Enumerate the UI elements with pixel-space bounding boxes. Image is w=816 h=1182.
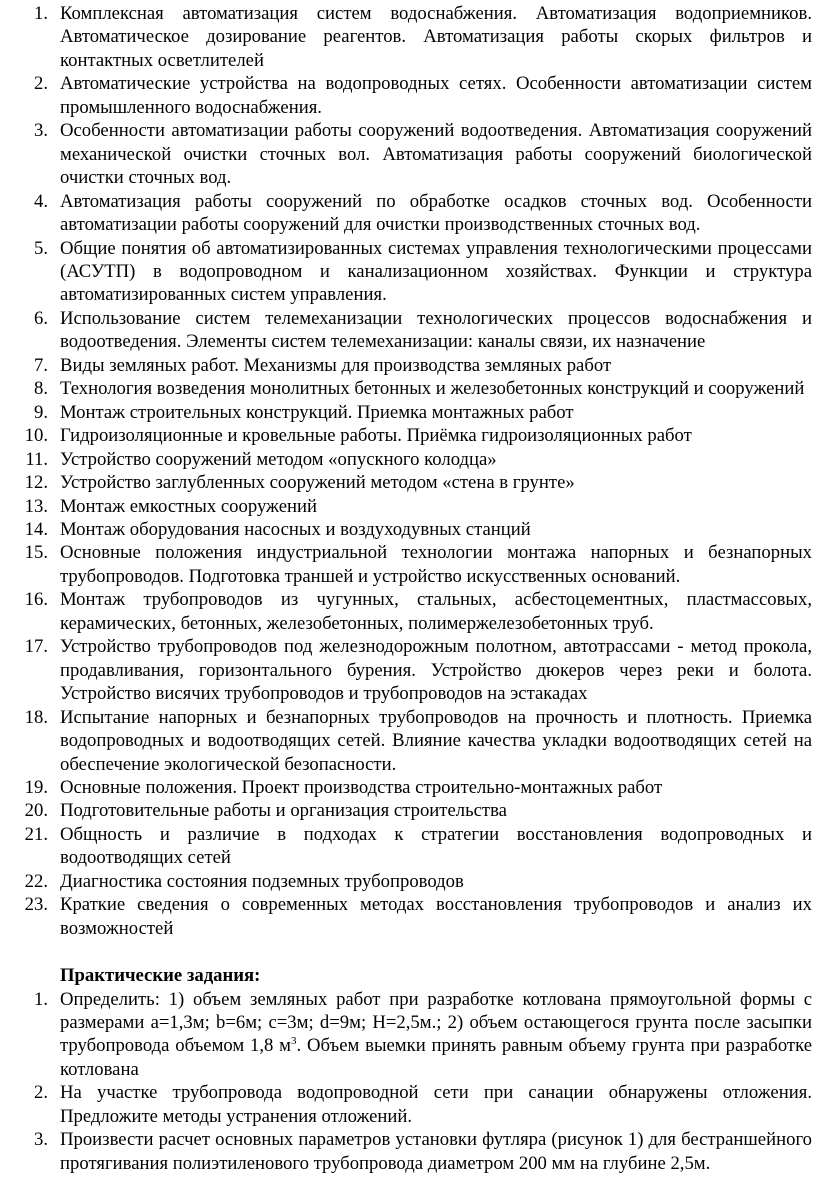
question-text: Особенности автоматизации работы сооружений водоотведения. Автоматизация сооружений механической очистки сточных вол. Автоматизация работы сооружений биологической очистки сточных вод.: [60, 120, 812, 189]
list-number: 20.: [24, 800, 48, 822]
list-number: 12.: [24, 472, 48, 494]
question-text: Устройство трубопроводов под железнодорожным полотном, автотрассами - метод прокола, продавливания, горизонтального бурения. Устройство дюкеров через реки и болота. Устройство висячих трубопроводов и трубопроводов на эстакадах: [60, 636, 812, 705]
question-item: [0, 401, 816, 424]
list-number: 11.: [25, 448, 48, 470]
list-number: 22.: [24, 870, 48, 892]
list-number: 14.: [24, 518, 48, 540]
question-text: Испытание напорных и безнапорных трубопроводов на прочность и плотность. Приемка водопроводных и водоотводящих сетей. Влияние качества укладки водоотводящих сетей на обеспечение экологической безопасности.: [60, 706, 812, 775]
list-number: 10.: [24, 425, 48, 447]
question-item: [0, 823, 816, 870]
question-item: [0, 799, 816, 822]
question-text: Основные положения. Проект производства строительно-монтажных работ: [60, 776, 663, 798]
task-text-cont: . Объем выемки принять равным объему грунта при разработке котлована: [60, 1035, 812, 1080]
practical-task: [0, 1081, 816, 1128]
task-text: Произвести расчет основных параметров установки футляра (рисунок 1) для бестраншейного протягивания полиэтиленового трубопровода диаметром 200 мм на глубине 2,5м.: [60, 1129, 812, 1174]
question-text: Устройство заглубленных сооружений методом «стена в грунте»: [60, 472, 575, 494]
question-text: Диагностика состояния подземных трубопроводов: [60, 870, 464, 892]
list-number: 9.: [33, 401, 48, 423]
question-item: [0, 119, 816, 189]
exam-questions-list: [0, 2, 816, 940]
question-item: [0, 237, 816, 307]
list-number: 3.: [33, 1129, 48, 1151]
list-number: 8.: [33, 378, 48, 400]
question-text: Гидроизоляционные и кровельные работы. Приёмка гидроизоляционных работ: [60, 425, 692, 447]
practical-task: [0, 1128, 816, 1175]
list-number: 18.: [24, 706, 48, 728]
practical-task: [0, 988, 816, 1082]
practical-tasks-list: [0, 988, 816, 1176]
question-text: Основные положения индустриальной технологии монтажа напорных и безнапорных трубопроводов. Подготовка траншей и устройство искусственных оснований.: [60, 542, 812, 587]
question-text: Автоматизация работы сооружений по обработке осадков сточных вод. Особенности автоматизации работы сооружений для очистки производственных сточных вод.: [60, 190, 812, 236]
list-number: 4.: [33, 190, 48, 212]
question-item: [0, 307, 816, 354]
list-number: 7.: [33, 354, 48, 376]
question-item: [0, 706, 816, 776]
question-item: [0, 588, 816, 635]
question-text: Общие понятия об автоматизированных системах управления технологическими процессами (АСУТП) в водопроводном и канализационном хозяйствах. Функции и структура автоматизированных систем управления.: [60, 237, 812, 306]
list-number: 6.: [33, 307, 48, 329]
question-item: [0, 448, 816, 471]
question-item: [0, 2, 816, 72]
question-text: Подготовительные работы и организация строительства: [60, 800, 507, 822]
question-item: [0, 635, 816, 705]
question-text: Монтаж трубопроводов из чугунных, стальных, асбестоцементных, пластмассовых, керамических, бетонных, железобетонных, полимержелезобетонных труб.: [60, 589, 812, 634]
question-item: [0, 471, 816, 494]
practical-tasks-heading: Практические задания:: [60, 965, 261, 987]
question-text: Виды земляных работ. Механизмы для производства земляных работ: [60, 354, 612, 376]
question-item: [0, 776, 816, 799]
list-number: 17.: [24, 636, 48, 658]
list-number: 3.: [33, 120, 48, 142]
question-item: [0, 72, 816, 119]
question-text: Общность и различие в подходах к стратегии восстановления водопроводных и водоотводящих сетей: [60, 823, 812, 869]
question-text: Комплексная автоматизация систем водоснабжения. Автоматизация водоприемников. Автоматическое дозирование реагентов. Автоматизация работы скорых фильтров и контактных осветлителей: [60, 3, 812, 71]
question-text: Краткие сведения о современных методах восстановления трубопроводов и анализ их возможностей: [60, 894, 812, 939]
list-number: 21.: [24, 823, 48, 845]
list-number: 2.: [33, 1082, 48, 1104]
question-text: Устройство сооружений методом «опускного колодца»: [60, 448, 497, 470]
question-item: [0, 893, 816, 940]
list-number: 23.: [24, 894, 48, 916]
question-text: Использование систем телемеханизации технологических процессов водоснабжения и водоотведения. Элементы систем телемеханизации: каналы связи, их назначение: [60, 307, 812, 353]
question-item: [0, 518, 816, 541]
question-text: Монтаж емкостных сооружений: [60, 495, 317, 517]
list-number: 16.: [24, 589, 48, 611]
question-text: Монтаж строительных конструкций. Приемка монтажных работ: [60, 401, 574, 423]
task-text: На участке трубопровода водопроводной сети при санации обнаружены отложения. Предложите методы устранения отложений.: [60, 1082, 812, 1127]
list-number: 19.: [24, 776, 48, 798]
question-item: [0, 495, 816, 518]
list-number: 15.: [24, 542, 48, 564]
question-item: [0, 424, 816, 447]
question-text: Автоматические устройства на водопроводных сетях. Особенности автоматизации систем промышленного водоснабжения.: [60, 73, 812, 118]
task-text: Определить: 1) объем земляных работ при разработке котлована прямоугольной формы с размерами a=1,3м; b=6м; c=3м; d=9м; H=2,5м.; 2) объем остающегося грунта после засыпки трубопровода объемом 1,8 м: [60, 988, 812, 1057]
list-number: 1.: [33, 988, 48, 1010]
list-number: 1.: [33, 3, 48, 24]
question-item: [0, 190, 816, 237]
question-item: [0, 870, 816, 893]
list-number: 5.: [33, 237, 48, 259]
question-text: Монтаж оборудования насосных и воздуходувных станций: [60, 518, 531, 540]
question-item: [0, 377, 816, 400]
question-item: [0, 354, 816, 377]
question-text: Технология возведения монолитных бетонных и железобетонных конструкций и сооружений: [60, 378, 805, 400]
list-number: 13.: [24, 495, 48, 517]
list-number: 2.: [33, 73, 48, 95]
superscript: 3: [291, 1035, 297, 1048]
question-item: [0, 541, 816, 588]
